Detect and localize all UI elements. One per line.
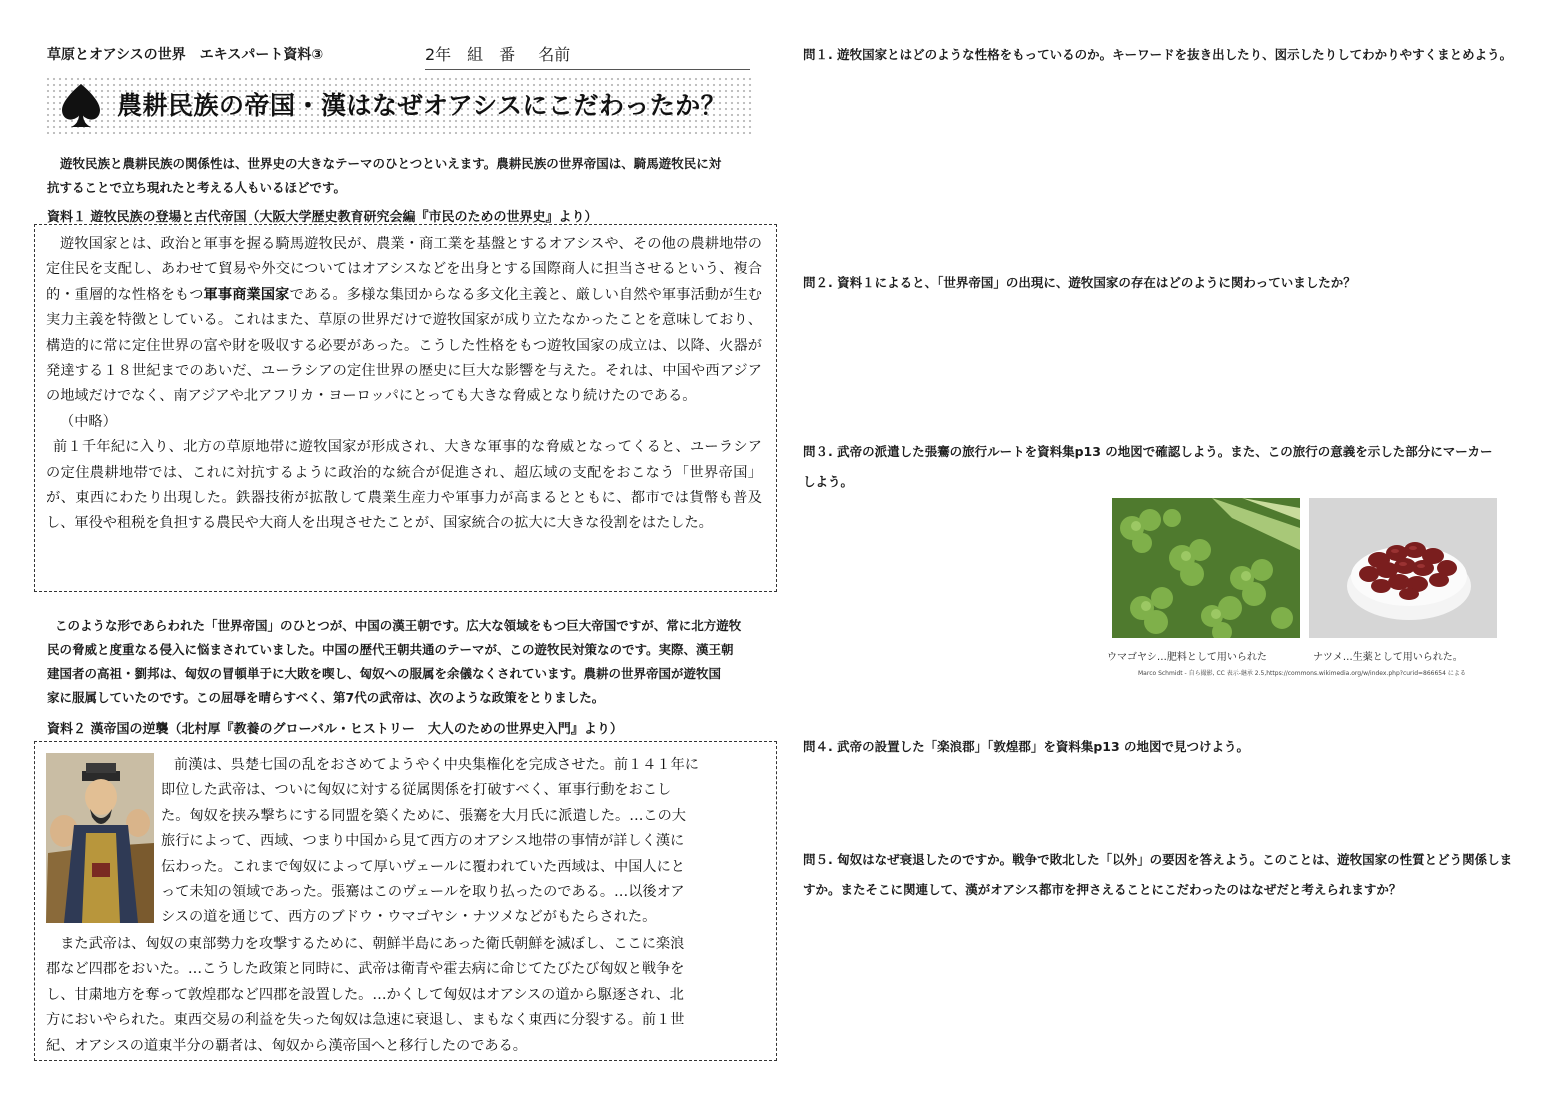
- emperor-figure-image: [46, 753, 154, 923]
- jujube-caption: ナツメ…生薬として用いられた。: [1313, 652, 1463, 663]
- question-3: [803, 437, 1538, 497]
- source2-line-11: 方においやられた。東西交易の利益を失った匈奴は急速に衰退し、まもなく東西に分裂する。前１世: [46, 1012, 685, 1029]
- alfalfa-photo: [1112, 498, 1300, 638]
- emperor-wu-portrait: [46, 753, 154, 923]
- jujube-photo: [1309, 498, 1497, 638]
- source2-line-1: 前漢は、呉楚七国の乱をおさめてようやく中央集権化を完成させた。前１４１年に: [174, 757, 699, 773]
- intro-paragraph: [47, 152, 772, 200]
- source2-line-2: 即位した武帝は、ついに匈奴に対する従属関係を打破すべく、軍事行動をおこし: [161, 782, 672, 799]
- source2-text-full-width: [46, 932, 764, 1059]
- middle-paragraph: [47, 614, 772, 710]
- photo-credit: Marco Schmidt - 自ら撮影, CC 表示-継承 2.5,https://commons.wikimedia.org/w/index.php?curid=866654 による: [1138, 670, 1466, 677]
- page-title: 農耕民族の帝国・漢はなぜオアシスにこだわったか？: [117, 91, 727, 120]
- source1-p1-part-b: である。多様な集団からなる多文化主義と、厳しい自然や軍事活動が生む実力主義を特徴としている。これはまた、草原の世界だけで遊牧国家が成り立たなかったことを意味しており、構造的に常に定住世界の富や財を吸収する必要があった。こうした性格をもつ遊牧国家の成立は、以降、火器が発達する１８世紀までのあいだ、ユーラシアの定住世界の歴史に巨大な影響を与えた。それは、中国や西アジアの地域だけでなく、南アジアや北アフリカ・ヨーロッパにとっても大きな脅威となり続けたのである。: [46, 286, 762, 405]
- question-4: 問４. 武帝の設置した「楽浪郡」「敦煌郡」を資料集p13 の地図で見つけよう。: [803, 739, 1250, 754]
- source2-line-8: また武帝は、匈奴の東部勢力を攻撃するために、朝鮮半島にあった衛氏朝鮮を滅ぼし、ここに楽浪: [46, 936, 685, 952]
- source2-line-4: 旅行によって、西域、つまり中国から見て西方のオアシス地帯の事情が詳しく漢に: [161, 833, 685, 850]
- source2-label: 資料２ 漢帝国の逆襲（北村厚『教養のグローバル・ヒストリー 大人のための世界史入門』より）: [47, 722, 623, 737]
- jujube-bowl-image: [1309, 498, 1497, 638]
- source1-text: [46, 232, 762, 537]
- source1-paragraph-2: 前１千年紀に入り、北方の草原地帯に遊牧国家が形成され、大きな軍事的な脅威となってくると、ユーラシアの定住農耕地帯では、これに対抗するように政治的な統合が促進され、超広域の支配をおこなう「世界帝国」が、東西にわたり出現した。鉄器技術が拡散して農業生産力や軍事力が高まるとともに、都市では貨幣も普及し、軍役や租税を負担する農民や大商人を出現させたことが、国家統合の拡大に大きな役割をはたした。: [46, 439, 762, 532]
- source2-line-7: シスの道を通じて、西方のブドウ・ウマゴヤシ・ナツメなどがもたらされた。: [161, 909, 657, 926]
- worksheet-heading: 草原とオアシスの世界 エキスパート資料③: [47, 47, 324, 63]
- source1-paragraph-1: [46, 232, 762, 410]
- intro-line-2: 抗することで立ち現れたと考える人もいるほどです。: [47, 180, 347, 195]
- source1-p1-part-a: 遊牧国家とは、政治と軍事を握る騎馬遊牧民が、農業・商工業を基盤とするオアシスや、その他の農耕地帯の定住民を支配し、あわせて貿易や外交についてはオアシスなどを出身とする国際商人に担当させるという、複合的・重層的な性格をもつ: [46, 236, 762, 303]
- keyword-military-merchant-state: 軍事商業国家: [203, 286, 290, 303]
- alfalfa-caption: ウマゴヤシ…肥料として用いられた: [1107, 652, 1267, 663]
- spade-icon: [57, 81, 105, 129]
- middle-line-1: このような形であらわれた「世界帝国」のひとつが、中国の漢王朝です。広大な領域をもつ巨大帝国ですが、常に北方遊牧: [55, 618, 742, 633]
- source2-text-beside-portrait: [161, 753, 763, 931]
- question-3-line-2: しよう。: [803, 474, 854, 489]
- intro-line-1: 遊牧民族と農耕民族の関係性は、世界史の大きなテーマのひとつといえます。農耕民族の世界帝国は、騎馬遊牧民に対: [60, 156, 722, 171]
- source2-line-9: 郡など四郡をおいた。…こうした政策と同時に、武帝は衛青や霍去病に命じてたびたび匈奴と戦争を: [46, 961, 685, 978]
- source2-line-12: 紀、オアシスの道東半分の覇者は、匈奴から漢帝国へと移行したのである。: [46, 1037, 527, 1054]
- middle-line-4: 家に服属していたのです。この屈辱を晴らすべく、第7代の武帝は、次のような政策をとりました。: [47, 690, 605, 705]
- source1-label: 資料１ 遊牧民族の登場と古代帝国（大阪大学歴史教育研究会編『市民のための世界史』より）: [47, 210, 598, 225]
- title-band: [45, 76, 752, 134]
- middle-line-3: 建国者の高祖・劉邦は、匈奴の冒頓単于に大敗を喫し、匈奴への服属を余儀なくされています。農耕の世界帝国が遊牧国: [47, 666, 722, 681]
- question-5-line-1: 問５. 匈奴はなぜ衰退したのですか。戦争で敗北した「以外」の要因を答えよう。このことは、遊牧国家の性質とどう関係しま: [803, 852, 1513, 867]
- source2-line-10: し、甘粛地方を奪って敦煌郡など四郡を設置した。…かくして匈奴はオアシスの道から駆逐され、北: [46, 986, 684, 1003]
- source1-box: [34, 224, 777, 592]
- name-line[interactable]: 2年 組 番 名前: [425, 42, 750, 70]
- omission-mark: （中略）: [60, 413, 117, 430]
- alfalfa-leaves-image: [1112, 498, 1300, 638]
- source2-line-6: って未知の領域であった。張騫はこのヴェールを取り払ったのである。…以後オア: [161, 884, 685, 901]
- source2-box: [34, 741, 777, 1061]
- source2-line-5: 伝わった。これまで匈奴によって厚いヴェールに覆われていた西域は、中国人にと: [161, 858, 685, 875]
- source2-line-3: た。匈奴を挟み撃ちにする同盟を築くために、張騫を大月氏に派遣した。…この大: [161, 807, 686, 824]
- question-3-line-1: 問３. 武帝の派遣した張騫の旅行ルートを資料集p13 の地図で確認しよう。また、この旅行の意義を示した部分にマーカー: [803, 444, 1493, 459]
- question-1: 問１. 遊牧国家とはどのような性格をもっているのか。キーワードを抜き出したり、図示したりしてわかりやすくまとめよう。: [803, 47, 1513, 62]
- question-5-line-2: すか。またそこに関連して、漢がオアシス都市を押さえることにこだわったのはなぜだと考えられますか？: [803, 882, 1402, 897]
- question-2: 問２. 資料１によると、「世界帝国」の出現に、遊牧国家の存在はどのように関わっていましたか？: [803, 275, 1356, 290]
- question-5: [803, 845, 1538, 905]
- middle-line-2: 民の脅威と度重なる侵入に悩まされていました。中国の歴代王朝共通のテーマが、この遊牧民対策なのです。実際、漢王朝: [47, 642, 734, 657]
